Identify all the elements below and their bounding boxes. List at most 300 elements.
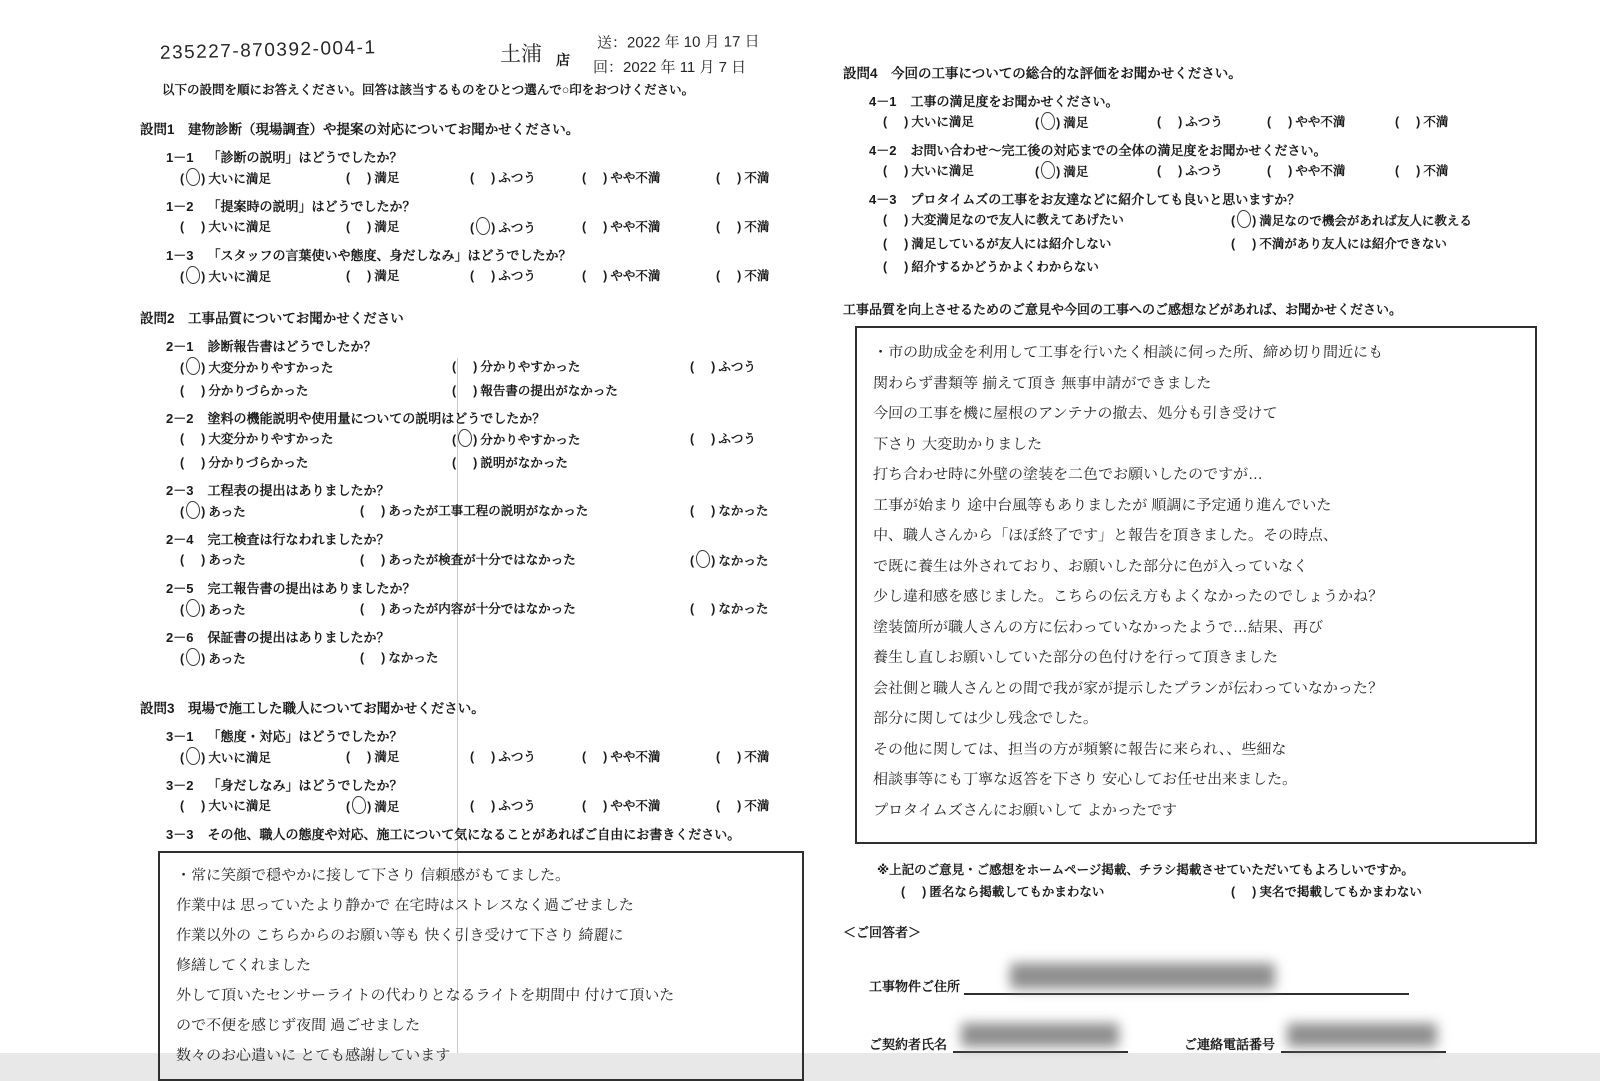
address-label: 工事物件ご住所 [869, 979, 961, 994]
answer-option[interactable] [1157, 112, 1267, 131]
question-number: 4－2 [869, 143, 897, 158]
answer-option[interactable] [452, 381, 618, 399]
handwritten-comment-line: 中、職人さんから「ほぼ終了です」と報告を頂きました。その時点、 [872, 527, 1339, 544]
comment-box-feedback [855, 326, 1537, 844]
answer-option[interactable] [360, 648, 438, 667]
option-label: 満足 [374, 750, 400, 764]
options-row-2-3 [180, 501, 840, 520]
answer-option[interactable] [180, 266, 346, 285]
answer-option[interactable] [346, 168, 470, 187]
option-label: 満足 [374, 800, 400, 814]
mark-slot [184, 501, 201, 519]
mark-slot [184, 599, 201, 617]
section-q4 [843, 62, 1573, 275]
answer-option[interactable] [360, 599, 690, 618]
question-number: 2－4 [166, 532, 194, 547]
answer-option[interactable] [180, 599, 360, 618]
options-row-4-2 [883, 161, 1573, 180]
section-q2 [140, 307, 840, 667]
answer-option[interactable] [582, 168, 716, 187]
redacted-address [1010, 963, 1275, 989]
mark-slot [350, 796, 367, 814]
paren-close: ) [367, 269, 372, 283]
paren-open: ( [346, 750, 351, 764]
question-text: お問い合わせ～完工後の対応までの全体の満足度をお聞かせください。 [910, 143, 1327, 158]
paren-open: ( [883, 260, 888, 274]
answer-option[interactable] [360, 501, 690, 520]
mark-slot [1235, 210, 1252, 228]
options-row-publish [901, 882, 1573, 900]
option-label: ふつう [498, 269, 536, 283]
address-field [964, 959, 1409, 995]
handwritten-comment-line: 作業以外の こちらからのお願い等も 快く引き受けて下さり 綺麗に [175, 927, 624, 944]
paren-open: ( [180, 553, 185, 567]
paren-open: ( [1157, 164, 1162, 178]
paren-close: ) [711, 360, 716, 374]
handwritten-comment-line: 修繕してくれました [175, 957, 312, 974]
question-number: 1－3 [166, 248, 194, 263]
options-row-4-3a [883, 210, 1573, 229]
section-q3-title: 設問3 現場で施工した職人についてお聞かせください。 [140, 701, 485, 716]
question-number: 2－1 [166, 339, 194, 354]
paren-close: ) [201, 361, 206, 375]
handwritten-circle-mark [185, 500, 201, 519]
answer-option[interactable] [452, 357, 690, 376]
option-label: なかった [718, 602, 769, 616]
paren-close: ) [491, 171, 496, 185]
question-text: 工程表の提出はありましたか？ [207, 483, 390, 498]
paren-close: ) [491, 750, 496, 764]
paren-close: ) [737, 750, 742, 764]
option-label: 大いに満足 [911, 115, 974, 129]
answer-option[interactable] [1267, 112, 1395, 131]
answer-option[interactable] [690, 599, 768, 618]
answer-option[interactable] [690, 429, 756, 448]
option-label: なかった [388, 651, 439, 665]
question-number: 2－5 [166, 581, 194, 596]
paren-open: ( [180, 751, 185, 765]
option-label: やや不満 [610, 220, 661, 234]
answer-option[interactable] [470, 796, 582, 815]
paren-open: ( [180, 384, 185, 398]
paren-open: ( [360, 651, 365, 665]
option-label: あったが検査が十分ではなかった [388, 553, 576, 567]
answer-option[interactable] [582, 217, 716, 236]
paren-open: ( [470, 221, 475, 235]
answer-option[interactable] [716, 747, 769, 766]
paren-open: ( [470, 171, 475, 185]
question-number: 1－2 [166, 199, 194, 214]
handwritten-comment-line: 少し違和感を感じました。こちらの伝え方もよくなかったのでしょうかね？ [872, 588, 1384, 605]
answer-option[interactable] [883, 257, 1231, 275]
paren-close: ) [1178, 164, 1183, 178]
answer-option[interactable] [716, 796, 769, 815]
options-row-2-1b [180, 381, 840, 399]
option-label: あった [208, 553, 246, 567]
paren-open: ( [1267, 164, 1272, 178]
respondent-name-phone-row [869, 1017, 1573, 1053]
question-text: 工事の満足度をお聞かせください。 [910, 94, 1119, 109]
paren-close: ) [201, 172, 206, 186]
redacted-phone [1287, 1023, 1437, 1047]
paren-open: ( [180, 652, 185, 666]
question-number: 2－2 [166, 411, 194, 426]
paren-close: ) [603, 799, 608, 813]
paren-open: ( [180, 270, 185, 284]
paren-close: ) [491, 221, 496, 235]
paren-close: ) [473, 433, 478, 447]
option-label: やや不満 [610, 269, 661, 283]
handwritten-comment-line: 会社側と職人さんとの間で我が家が提示したプランが伝わっていなかった？ [872, 679, 1384, 697]
answer-option[interactable] [883, 161, 1035, 180]
paren-open: ( [180, 172, 185, 186]
paren-open: ( [180, 361, 185, 375]
right-column [843, 48, 1573, 1053]
option-label: 分かりづらかった [208, 456, 309, 470]
paren-open: ( [716, 269, 721, 283]
handwritten-comment-line: 外して頂いたセンサーライトの代わりとなるライトを期間中 付けて頂いた [175, 987, 675, 1004]
section-q1-title: 設問1 建物診断（現場調査）や提案の対応についてお聞かせください。 [140, 122, 580, 137]
answer-option[interactable] [180, 453, 452, 471]
options-row-4-3c [883, 257, 1573, 275]
paren-close: ) [473, 384, 478, 398]
paren-open: ( [690, 504, 695, 518]
option-label: 分かりやすかった [480, 433, 581, 447]
options-row-2-2a [180, 429, 840, 448]
question-text: 「身だしなみ」はどうでしたか？ [207, 778, 403, 793]
mark-slot [184, 266, 201, 284]
option-label: 分かりづらかった [208, 384, 309, 398]
handwritten-circle-mark [457, 428, 473, 447]
paren-open: ( [716, 750, 721, 764]
paren-open: ( [1231, 237, 1236, 251]
paren-close: ) [711, 504, 716, 518]
options-row-4-3b [883, 234, 1573, 252]
options-row-3-1 [180, 747, 840, 766]
publish-consent-note: ※上記のご意見・ご感想をホームページ掲載、チラシ掲載させていただいてもよろしいですか。 [877, 863, 1414, 877]
answer-option[interactable] [180, 217, 346, 236]
option-label: 満足なので機会があれば友人に教える [1259, 214, 1472, 228]
paren-open: ( [582, 220, 587, 234]
feedback-title: 工事品質を向上させるためのご意見や今回の工事へのご感想などがあれば、お聞かせください。 [843, 302, 1403, 317]
question-3-2 [166, 775, 840, 794]
handwritten-circle-mark [351, 795, 367, 814]
answer-option[interactable] [1395, 161, 1448, 180]
paren-close: ) [491, 799, 496, 813]
option-label: 満足 [1063, 165, 1089, 179]
question-number: 4－1 [869, 94, 897, 109]
handwritten-comment-line: 関わらず書類等 揃えて頂き 無事申請ができました [872, 374, 1212, 392]
option-label: あった [208, 603, 246, 617]
paren-close: ) [201, 751, 206, 765]
paren-close: ) [473, 360, 478, 374]
handwritten-circle-mark [185, 356, 201, 375]
answer-option[interactable] [346, 266, 470, 285]
options-row-3-2 [180, 796, 840, 815]
answer-option[interactable] [1231, 210, 1472, 229]
answer-option[interactable] [690, 357, 756, 376]
answer-option[interactable] [883, 234, 1231, 252]
option-label: ふつう [718, 432, 756, 446]
paren-close: ) [1252, 214, 1257, 228]
question-2-2 [166, 408, 840, 427]
paren-close: ) [381, 602, 386, 616]
paren-close: ) [367, 171, 372, 185]
paren-close: ) [1288, 115, 1293, 129]
mark-slot [1039, 112, 1056, 130]
paren-close: ) [201, 456, 206, 470]
paren-close: ) [201, 603, 206, 617]
answer-option[interactable] [1035, 112, 1157, 131]
answer-option[interactable] [346, 796, 470, 815]
paren-close: ) [711, 432, 716, 446]
handwritten-comment-line: プロタイムズさんにお願いして よかったです [872, 801, 1178, 819]
answer-option[interactable] [883, 210, 1231, 229]
contract-name-label: ご契約者氏名 [869, 1037, 948, 1052]
answer-option[interactable] [452, 453, 568, 471]
paren-close: ) [922, 885, 927, 899]
option-label: 不満 [1423, 164, 1449, 178]
paren-close: ) [367, 750, 372, 764]
question-2-5 [166, 578, 840, 597]
paren-open: ( [716, 799, 721, 813]
answer-option[interactable] [360, 550, 690, 569]
paren-open: ( [690, 554, 695, 568]
option-label: 不満 [1423, 115, 1449, 129]
section-q1 [140, 118, 840, 285]
paren-open: ( [180, 220, 185, 234]
answer-option[interactable] [470, 747, 582, 766]
paren-open: ( [883, 115, 888, 129]
paren-open: ( [883, 213, 888, 227]
handwritten-store-name: 土浦 [499, 42, 543, 67]
answer-option[interactable] [1231, 234, 1447, 252]
paren-close: ) [904, 115, 909, 129]
paren-close: ) [201, 799, 206, 813]
paren-open: ( [1231, 214, 1236, 228]
paren-open: ( [470, 750, 475, 764]
paren-close: ) [381, 651, 386, 665]
option-label: ふつう [1185, 164, 1223, 178]
question-number: 3－1 [166, 729, 194, 744]
paren-close: ) [201, 652, 206, 666]
answer-option[interactable] [690, 550, 768, 569]
option-label: ふつう [498, 799, 536, 813]
paren-open: ( [901, 885, 906, 899]
answer-option[interactable] [346, 217, 470, 236]
answer-option[interactable] [582, 747, 716, 766]
mark-slot [456, 429, 473, 447]
options-row-2-1a [180, 357, 840, 376]
paren-open: ( [1035, 116, 1040, 130]
option-label: ふつう [498, 750, 536, 764]
paren-close: ) [737, 269, 742, 283]
paren-close: ) [367, 220, 372, 234]
answer-option[interactable] [1157, 161, 1267, 180]
option-label: 満足 [374, 171, 400, 185]
answer-option[interactable] [1267, 161, 1395, 180]
question-3-3 [166, 824, 840, 843]
paren-open: ( [1267, 115, 1272, 129]
paren-open: ( [180, 505, 185, 519]
options-row-4-1 [883, 112, 1573, 131]
question-1-3 [166, 245, 840, 264]
question-2-1 [166, 336, 840, 355]
question-4-1 [869, 91, 1573, 110]
paren-open: ( [716, 171, 721, 185]
answer-option[interactable] [470, 266, 582, 285]
question-text: 「スタッフの言葉使いや態度、身だしなみ」はどうでしたか？ [207, 248, 572, 263]
answer-option[interactable] [452, 429, 690, 448]
answer-option[interactable] [582, 796, 716, 815]
options-row-1-3 [180, 266, 840, 285]
section-q4-title: 設問4 今回の工事についての総合的な評価をお聞かせください。 [843, 66, 1242, 81]
question-text: プロタイムズの工事をお友達などに紹介しても良いと思いますか？ [910, 192, 1301, 207]
paren-open: ( [1395, 164, 1400, 178]
handwritten-date-sent: 送：2022 年 10 月 17 日 [596, 33, 760, 52]
left-column [140, 104, 840, 1081]
paren-open: ( [180, 432, 185, 446]
answer-option[interactable] [470, 168, 582, 187]
handwritten-reference-number: 235227-870392-004-1 [159, 37, 377, 64]
paren-close: ) [904, 260, 909, 274]
paren-close: ) [904, 164, 909, 178]
handwritten-comment-line: 打ち合わせ時に外壁の塗装を二色でお願いしたのですが… [872, 466, 1264, 483]
option-label: 大いに満足 [911, 164, 974, 178]
answer-option[interactable] [470, 217, 582, 236]
answer-option[interactable] [716, 217, 769, 236]
mark-slot [184, 357, 201, 375]
question-text: 塗料の機能説明や使用量についての説明はどうでしたか？ [207, 411, 546, 426]
answer-option[interactable] [690, 501, 768, 520]
answer-option[interactable] [1395, 112, 1448, 131]
paren-open: ( [452, 456, 457, 470]
answer-option[interactable] [582, 266, 716, 285]
answer-option[interactable] [180, 429, 452, 448]
question-text: 「態度・対応」はどうでしたか？ [207, 729, 403, 744]
handwritten-comment-line: 今回の工事を機に屋根のアンテナの撤去、処分も引き受けて [872, 405, 1278, 422]
question-text: 診断報告書はどうでしたか？ [207, 339, 377, 354]
handwritten-comment-line: 作業中は 思っていたより静かで 在宅時はストレスなく過ごせました [175, 897, 635, 914]
question-text: 保証書の提出はありましたか？ [207, 630, 390, 645]
mark-slot [184, 168, 201, 186]
handwritten-circle-mark [1040, 160, 1056, 179]
mark-slot [184, 648, 201, 666]
answer-option[interactable] [180, 357, 452, 376]
option-label: あったが工事工程の説明がなかった [388, 504, 589, 518]
option-label: あった [208, 505, 246, 519]
paren-close: ) [201, 432, 206, 446]
paren-open: ( [690, 602, 695, 616]
option-label: 不満があり友人には紹介できない [1259, 237, 1447, 251]
answer-option[interactable] [883, 112, 1035, 131]
answer-option[interactable] [346, 747, 470, 766]
paren-close: ) [381, 553, 386, 567]
answer-option[interactable] [180, 648, 360, 667]
paren-close: ) [201, 270, 206, 284]
option-label: 不満 [744, 171, 770, 185]
store-label: 店 [556, 52, 570, 68]
answer-option[interactable] [901, 882, 1231, 900]
question-number: 4－3 [869, 192, 897, 207]
option-label: 不満 [744, 220, 770, 234]
mark-slot [1039, 161, 1056, 179]
handwritten-comment-line: 数々のお心遣いに とても感謝しています [175, 1047, 451, 1064]
option-label: 満足 [374, 269, 400, 283]
question-number: 2－3 [166, 483, 194, 498]
answer-option[interactable] [1035, 161, 1157, 180]
handwritten-circle-mark [1040, 111, 1056, 130]
paren-open: ( [883, 237, 888, 251]
question-3-1 [166, 726, 840, 745]
paren-open: ( [180, 799, 185, 813]
answer-option[interactable] [180, 501, 360, 520]
answer-option[interactable] [180, 796, 346, 815]
paren-close: ) [711, 602, 716, 616]
paren-close: ) [603, 269, 608, 283]
handwritten-circle-mark [695, 549, 711, 568]
question-text: 完工報告書の提出はありましたか？ [207, 581, 416, 596]
answer-option[interactable] [1231, 882, 1422, 900]
option-label: ふつう [498, 221, 536, 235]
handwritten-circle-mark [185, 746, 201, 765]
option-label: 不満 [744, 750, 770, 764]
paren-open: ( [883, 164, 888, 178]
paren-close: ) [201, 220, 206, 234]
paren-open: ( [1231, 885, 1236, 899]
answer-option[interactable] [180, 168, 346, 187]
paren-open: ( [360, 602, 365, 616]
mark-slot [184, 747, 201, 765]
option-label: 大変分かりやすかった [208, 361, 334, 375]
option-label: ふつう [1185, 115, 1223, 129]
paren-close: ) [1416, 164, 1421, 178]
answer-option[interactable] [180, 747, 346, 766]
answer-option[interactable] [716, 266, 769, 285]
paren-close: ) [603, 750, 608, 764]
question-2-6 [166, 627, 840, 646]
option-label: ふつう [498, 171, 536, 185]
option-label: 説明がなかった [480, 456, 568, 470]
paren-open: ( [1395, 115, 1400, 129]
handwritten-comment-line: 下さり 大変助かりました [872, 435, 1043, 453]
options-row-2-2b [180, 453, 840, 471]
handwritten-comment-line: 工事が始まり 途中台風等もありましたが 順調に予定通り進んでいた [872, 496, 1332, 514]
paren-open: ( [690, 432, 695, 446]
answer-option[interactable] [716, 168, 769, 187]
option-label: 満足 [1063, 116, 1089, 130]
paren-close: ) [1416, 115, 1421, 129]
options-row-1-1 [180, 168, 840, 187]
handwritten-date-returned: 回：2022 年 11 月 7 日 [593, 59, 747, 76]
paren-open: ( [582, 750, 587, 764]
answer-option[interactable] [180, 381, 452, 399]
respondent-address-row [869, 959, 1573, 995]
handwritten-circle-mark [1236, 209, 1252, 228]
paren-close: ) [1252, 237, 1257, 251]
option-label: やや不満 [1295, 164, 1346, 178]
option-label: 大いに満足 [208, 799, 271, 813]
handwritten-comment-line: 相談事等にも丁寧な返答を下さり 安心してお任せ出来ました。 [872, 771, 1298, 788]
paren-close: ) [1288, 164, 1293, 178]
question-number: 2－6 [166, 630, 194, 645]
answer-option[interactable] [180, 550, 360, 569]
paren-close: ) [1056, 165, 1061, 179]
paren-close: ) [737, 220, 742, 234]
option-label: 紹介するかどうかよくわからない [911, 260, 1099, 274]
option-label: あったが内容が十分ではなかった [388, 602, 576, 616]
question-number: 1－1 [166, 150, 194, 165]
